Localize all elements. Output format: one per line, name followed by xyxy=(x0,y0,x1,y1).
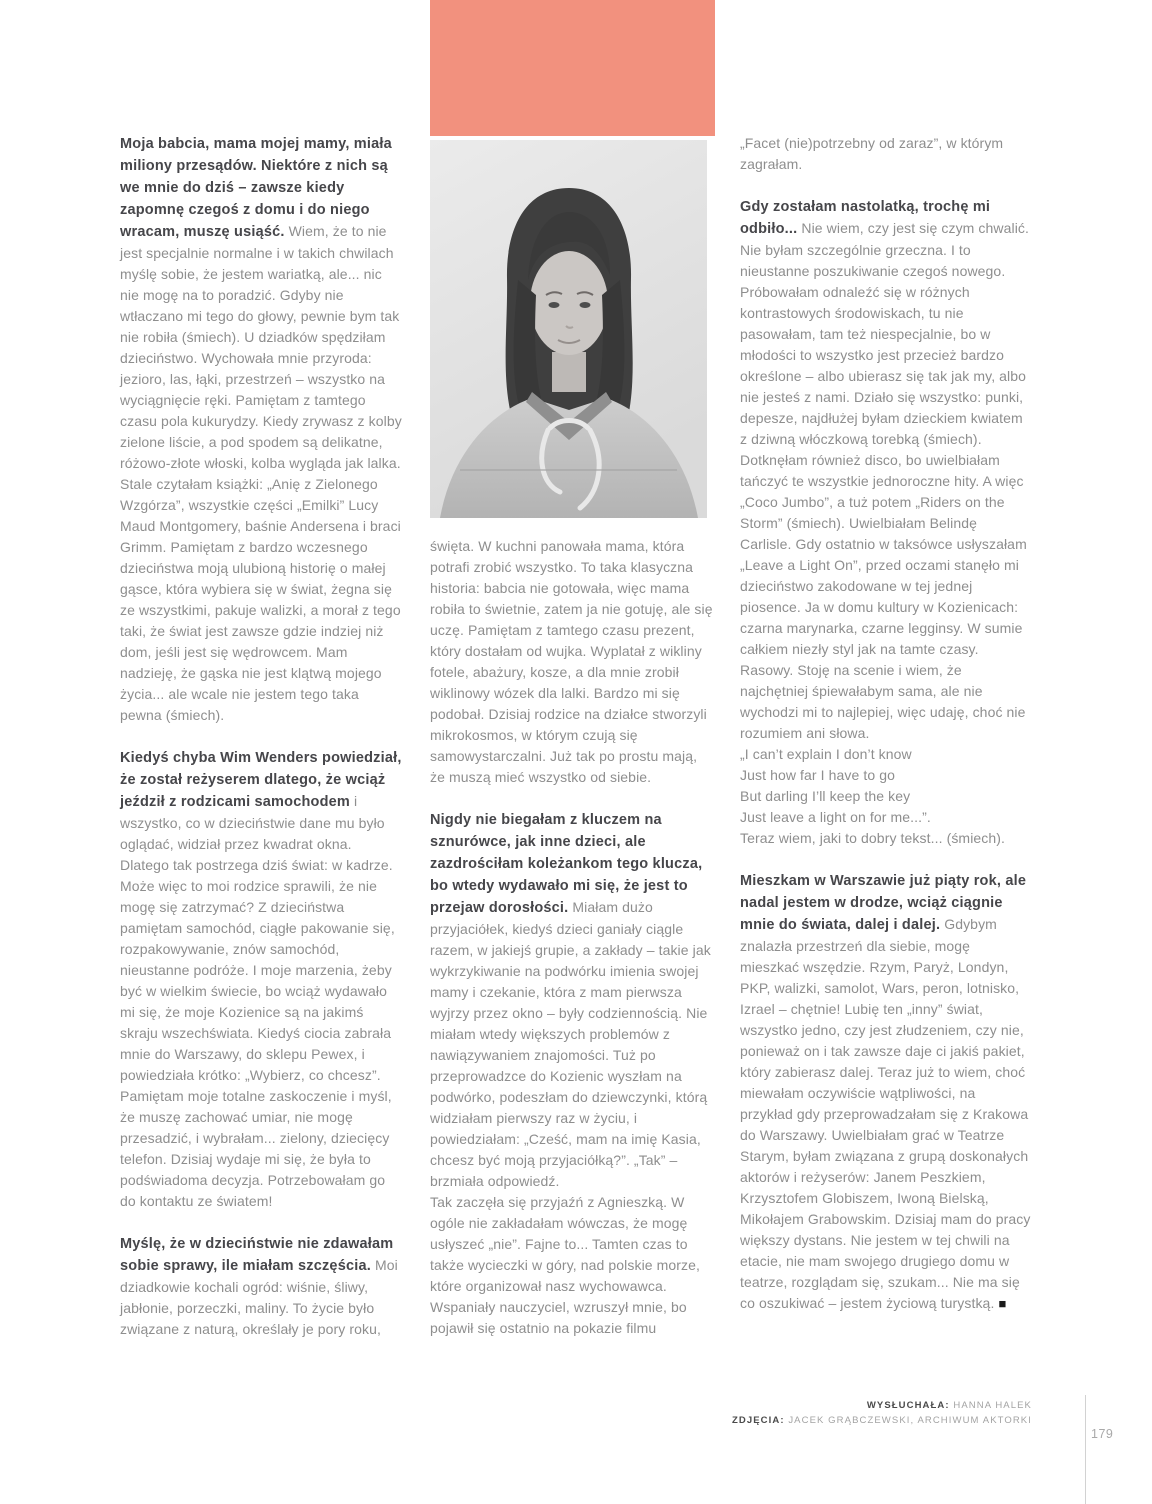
paragraph xyxy=(740,870,1032,1314)
girl-portrait-photo xyxy=(430,140,707,518)
paragraph-lead: Nigdy nie biegałam z kluczem na sznurówce, jak inne dzieci, ale zazdrościłam koleżankom tego klucza, bo wtedy wydawało mi się, że jest to przejaw dorosłości. xyxy=(430,812,703,916)
credit-interviewer-name: HANNA HALEK xyxy=(953,1400,1032,1411)
paragraph-body: Tak zaczęła się przyjaźń z Agnieszką. W ogóle nie zakładałam wówczas, że mogę usłyszeć „nie”. Fajne to... Tamten czas to także wycieczki w góry, nad polskie morze, które organizował nasz wychowawca. Wspaniały nauczyciel, wzruszył mnie, bo pojawił się ostatnio na pokazie filmu xyxy=(430,1194,701,1336)
paragraph-body: święta. W kuchni panowała mama, która potrafi zrobić wszystko. To taka klasyczna historia: babcia nie gotowała, więc mama robiła to świetnie, zatem ja nie gotuję, ale się uczę. Pamiętam z tamtego czasu prezent, który dostałam od wujka. Wyplatał z wikliny fotele, abażury, kosze, a dla mnie zrobił wiklinowy wózek dla lalki. Bardzo mi się podobał. Dzisiaj rodzice na działce stworzyli mikrokosmos, w którym czują się samowystarczalni. Już tak po prostu mają, że muszą mieć wszystko od siebie. xyxy=(430,538,713,785)
paragraph-lead: Gdy zostałam nastolatką, trochę mi odbiło... xyxy=(740,199,991,237)
lyric-line: Teraz wiem, jaki to dobry tekst... (śmiech). xyxy=(740,830,1006,846)
lyric-line: Just how far I have to go xyxy=(740,767,896,783)
page-number: 179 xyxy=(1091,1427,1114,1441)
paragraph xyxy=(740,196,1032,744)
paragraph xyxy=(120,1233,404,1340)
paragraph xyxy=(430,809,714,1192)
paragraph-body: Miałam dużo przyjaciółek, kiedyś dzieci ganiały ciągle razem, w jakiejś grupie, a zakłady – takie jak wykrzykiwanie na podwórku imienia swojej mamy i czekanie, która z mam pierwsza wyjrzy przez okno – były codziennością. Nie miałam wtedy większych problemów z nawiązywaniem znajomości. Tuż po przeprowadzce do Kozienic wyszłam na podwórko, podeszłam do dziewczynki, którą widziałam pierwszy raz w życiu, i powiedziałam: „Cześć, mam na imię Kasia, chcesz być moją przyjaciółką?”. „Tak” – brzmiała odpowiedź. xyxy=(430,899,711,1189)
credit-photos xyxy=(732,1413,1032,1428)
column-left xyxy=(120,133,404,1340)
paragraph-body: i wszystko, co w dzieciństwie dane mu było oglądać, widział przez kwadrat okna. Dlatego tak postrzega dziś świat: w kadrze. Może więc to moi rodzice sprawili, że nie mogę się zatrzymać? Z dzieciństwa pamiętam samochód, ciągłe pakowanie się, rozpakowywanie, znów samochód, nieustanne podróże. I moje marzenia, żeby być w wielkim świecie, bo wciąż wydawało mi się, że moje Kozienice są na jakimś skraju wszechświata. Kiedyś ciocia zabrała mnie do Warszawy, do sklepu Pewex, i powiedziała krótko: „Wybierz, co chcesz”. Pamiętam moje totalne zaskoczenie i myśl, że muszę zachować umiar, nie mogę przesadzić, i wybrałam... zielony, dziecięcy telefon. Dzisiaj wydaje mi się, że była to podświadoma decyzja. Potrzebowałam go do kontaktu ze światem! xyxy=(120,793,395,1209)
paragraph xyxy=(430,536,714,788)
paragraph xyxy=(430,1192,714,1339)
paragraph-lead: Kiedyś chyba Wim Wenders powiedział, że został reżyserem dlatego, że wciąż jeździł z rodzicami samochodem xyxy=(120,750,402,810)
accent-color-block xyxy=(430,0,715,136)
paragraph-lead: Moja babcia, mama mojej mamy, miała miliony przesądów. Niektóre z nich są we mnie do dziś – zawsze kiedy zapomnę czegoś z domu i do niego wracam, muszę usiąść. xyxy=(120,136,392,240)
song-lyrics xyxy=(740,744,1032,849)
lyric-line: But darling I’ll keep the key xyxy=(740,788,911,804)
paragraph xyxy=(740,133,1032,175)
paragraph-body: Gdybym znalazła przestrzeń dla siebie, mogę mieszkać wszędzie. Rzym, Paryż, Londyn, PKP, walizki, samolot, Wars, peron, lotnisko, Izrael – chętnie! Lubię ten „inny” świat, wszystko jedno, czy jest złudzeniem, czy nie, ponieważ on i tak zawsze daje ci jakiś pakiet, który zabierasz dalej. Teraz już to wiem, choć miewałam oczywiście wątpliwości, na przykład gdy przeprowadzałam się z Krakowa do Warszawy. Uwielbiałam grać w Teatrze Starym, byłam związana z grupą doskonałych aktorów i reżyserów: Janem Peszkiem, Krzysztofem Globiszem, Iwoną Bielską, Mikołajem Grabowskim. Dzisiaj mam do pracy większy dystans. Nie jestem w tej chwili na etacie, nie mam swojego drugiego domu w teatrze, rozglądam się, szukam... Nie ma się co oszukiwać – jestem życiową turystką. xyxy=(740,916,1031,1311)
paragraph-body: Nie wiem, czy jest się czym chwalić. Nie byłam szczególnie grzeczna. I to nieustanne poszukiwanie czegoś nowego. Próbowałam odnaleźć się w różnych kontrastowych środowiskach, tu nie pasowałam, tam też niespecjalnie, bo w młodości to wszystko jest przecież bardzo określone – albo ubierasz się tak jak my, albo nie jesteś z nami. Działo się wszystko: punki, depesze, najdłużej byłam dzieckiem kwiatem z dziwną włóczkową torebką (śmiech). Dotknęłam również disco, bo uwielbiałam tańczyć te wszystkie jednoroczne hity. A więc „Coco Jumbo”, a tuż potem „Riders on the Storm” (śmiech). Uwielbiałam Belindę Carlisle. Gdy ostatnio w taksówce usłyszałam „Leave a Light On”, przed oczami stanęło mi dzieciństwo zakodowane w tej jednej piosence. Ja w domu kultury w Kozienicach: czarna marynarka, czarne legginsy. W sumie całkiem niezły styl jak na tamte czasy. Rasowy. Stoję na scenie i wiem, że najchętniej śpiewałabym sama, ale nie wychodzi mi to najlepiej, więc udaję, choć nie rozumiem ani słowa. xyxy=(740,220,1030,741)
credit-interviewer-label: WYSŁUCHAŁA: xyxy=(866,1400,950,1411)
folio-divider-rule xyxy=(1085,1395,1086,1504)
column-middle xyxy=(430,536,714,1339)
credit-photos-names: JACEK GRĄBCZEWSKI, ARCHIWUM AKTORKI xyxy=(788,1415,1032,1426)
paragraph-body: Moi dziadkowie kochali ogród: wiśnie, śliwy, jabłonie, porzeczki, maliny. To życie było związane z naturą, określały je pory roku, xyxy=(120,1257,398,1337)
credits xyxy=(732,1398,1032,1428)
portrait-illustration xyxy=(430,140,707,518)
paragraph xyxy=(120,747,404,1212)
article-end-mark: ■ xyxy=(998,1296,1007,1311)
paragraph xyxy=(120,133,404,726)
lyric-line: „I can’t explain I don’t know xyxy=(740,746,912,762)
paragraph-body: Wiem, że to nie jest specjalnie normalne i w takich chwilach myślę sobie, że jestem wariatką, ale... nic nie mogę na to poradzić. Gdyby nie wtłaczano mi tego do głowy, pewnie bym tak nie robiła (śmiech). U dziadków spędziłam dzieciństwo. Wychowała mnie przyroda: jezioro, las, łąki, przestrzeń – wszystko na wyciągnięcie ręki. Pamiętam z tamtego czasu pola kukurydzy. Kiedy zrywasz z kolby zielone liście, a pod spodem są delikatne, różowo-złote włoski, kolba wygląda jak lalka. Stale czytałam książki: „Anię z Zielonego Wzgórza”, wszystkie części „Emilki” Lucy Maud Montgomery, baśnie Andersena i braci Grimm. Pamiętam z bardzo wczesnego dzieciństwa moją ulubioną historię o małej gąsce, która wybiera się w świat, żegna się ze wszystkimi, pakuje walizki, a morał z tego taki, że świat jest zawsze gdzie indziej niż dom, jeśli jest się wędrowcem. Mam nadzieję, że gąska nie jest klątwą mojego życia... ale wcale nie jestem tego taka pewna (śmiech). xyxy=(120,223,402,723)
paragraph-lead: Mieszkam w Warszawie już piąty rok, ale nadal jestem w drodze, wciąż ciągnie mnie do świata, dalej i dalej. xyxy=(740,873,1027,933)
lyric-line: Just leave a light on for me...”. xyxy=(740,809,931,825)
column-right xyxy=(740,133,1032,1314)
paragraph-lead: Myślę, że w dzieciństwie nie zdawałam sobie sprawy, ile miałam szczęścia. xyxy=(120,1236,394,1274)
credit-interviewer xyxy=(732,1398,1032,1413)
credit-photos-label: ZDJĘCIA: xyxy=(731,1415,785,1426)
paragraph-body: „Facet (nie)potrzebny od zaraz”, w którym zagrałam. xyxy=(740,135,1004,172)
